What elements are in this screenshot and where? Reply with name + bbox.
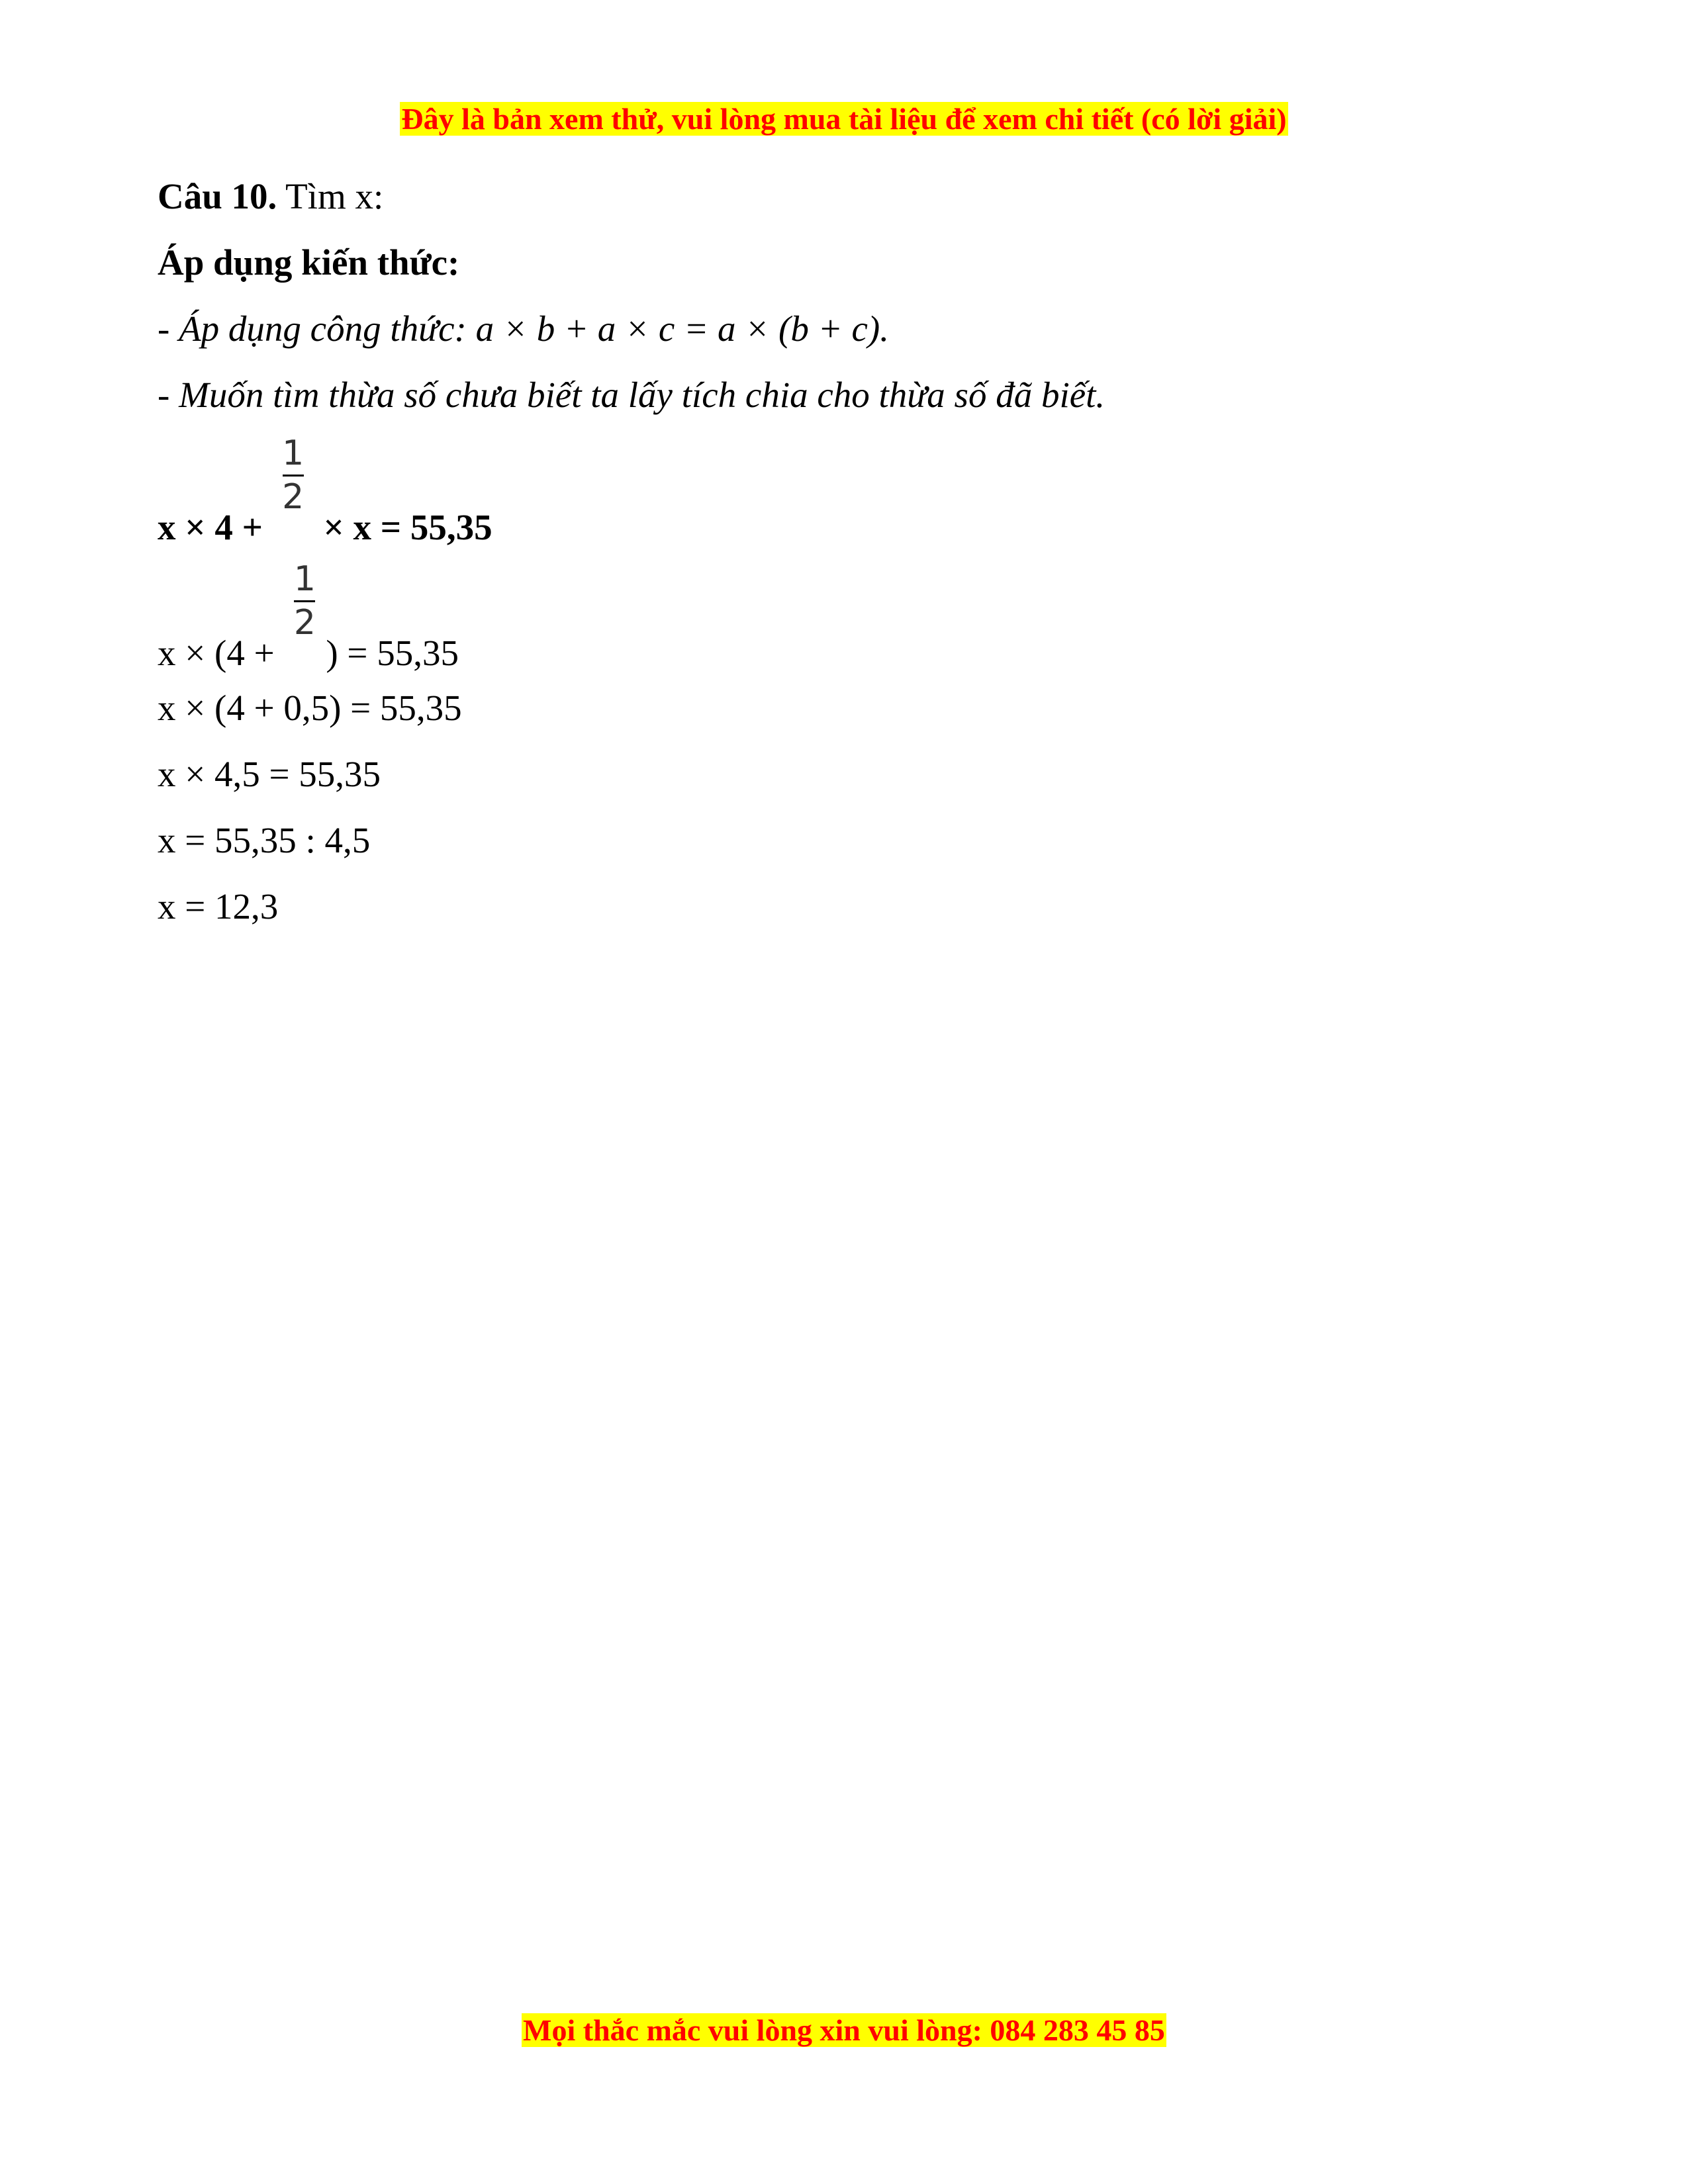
solution-step-2: x × (4 + 0,5) = 55,35 [158, 688, 462, 728]
knowledge-rule-formula: - Áp dụng công thức: a × b + a × c = a × (b + c). [158, 308, 889, 349]
problem-right: × x = 55,35 [314, 507, 492, 547]
fraction-denominator: 2 [293, 603, 316, 643]
fraction-denominator: 2 [282, 477, 305, 517]
solution-step-3: x × 4,5 = 55,35 [158, 754, 381, 794]
question-line [158, 173, 383, 220]
solution-step-1 [158, 559, 459, 676]
solution-step-4: x = 55,35 : 4,5 [158, 820, 371, 860]
fraction-one-half [290, 559, 319, 665]
fraction-one-half [279, 433, 308, 539]
problem-left: x × 4 + [158, 507, 272, 547]
step1-right: ) = 55,35 [326, 633, 459, 673]
fraction-bar [294, 600, 315, 602]
question-prompt: Tìm x: [277, 176, 384, 216]
solution-step-5: x = 12,3 [158, 886, 279, 927]
step1-left: x × (4 + [158, 633, 284, 673]
contact-notice-text: Mọi thắc mắc vui lòng xin vui lòng: 084 283 45 85 [523, 2013, 1165, 2047]
fraction-numerator: 1 [282, 433, 305, 473]
problem-equation [158, 433, 492, 551]
fraction-numerator: 1 [293, 559, 316, 599]
question-label: Câu 10. [158, 176, 277, 216]
preview-notice-banner [0, 99, 1688, 139]
knowledge-heading: Áp dụng kiến thức: [158, 242, 460, 283]
knowledge-rule-factor: - Muốn tìm thừa số chưa biết ta lấy tích chia cho thừa số đã biết. [158, 375, 1105, 415]
contact-notice-banner [0, 2011, 1688, 2050]
fraction-bar [283, 475, 304, 477]
preview-notice-text: Đây là bản xem thử, vui lòng mua tài liệu để xem chi tiết (có lời giải) [401, 102, 1287, 136]
